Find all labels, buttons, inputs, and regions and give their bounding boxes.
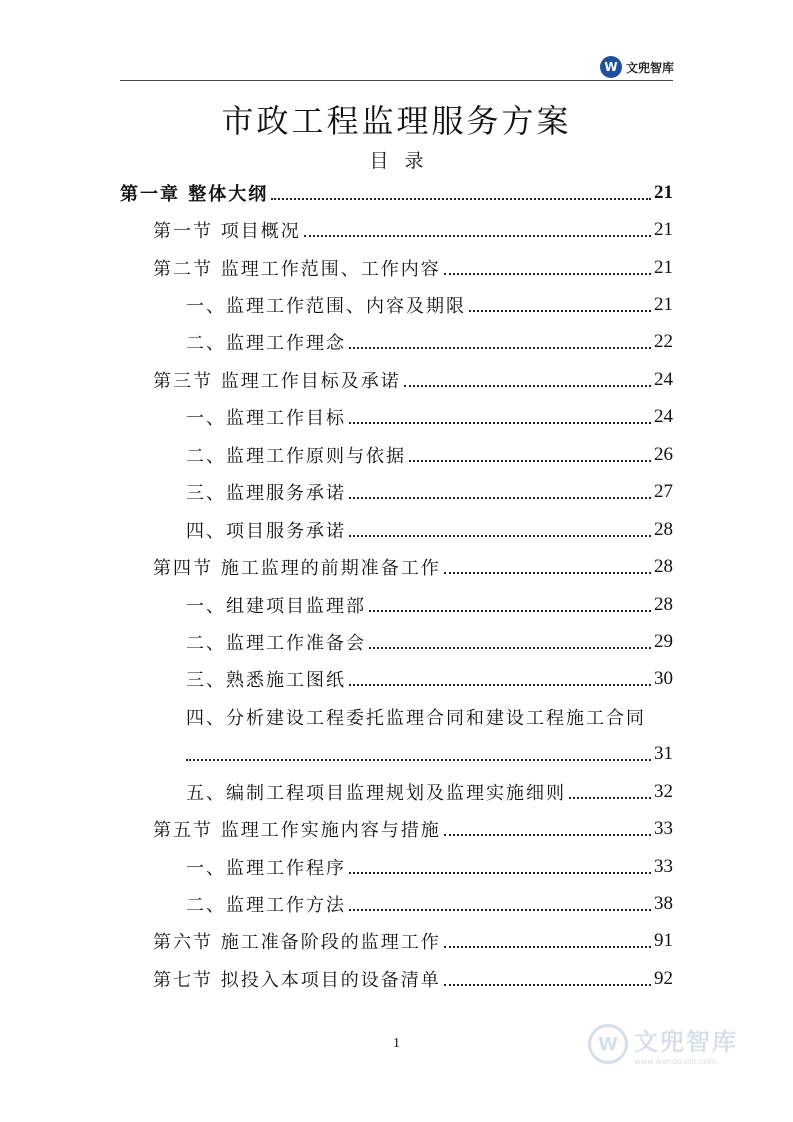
watermark-name: 文兜智库 bbox=[634, 1028, 738, 1056]
toc-entry-label: 一、监理工作目标 bbox=[186, 408, 346, 430]
toc-leader-dots bbox=[444, 834, 651, 836]
toc-entry[interactable] bbox=[120, 698, 673, 735]
toc-entry-page: 26 bbox=[654, 443, 673, 465]
toc-leader-dots bbox=[409, 460, 651, 462]
toc-entry-label: 第六节 施工准备阶段的监理工作 bbox=[153, 932, 441, 954]
toc-leader-dots bbox=[349, 535, 651, 537]
toc-entry-page: 33 bbox=[654, 855, 673, 877]
page-number: 1 bbox=[393, 1036, 400, 1051]
toc-entry-page: 21 bbox=[654, 256, 673, 278]
toc-entry[interactable] bbox=[120, 211, 673, 248]
toc-entry-label: 三、熟悉施工图纸 bbox=[186, 670, 346, 692]
toc-entry-page: 24 bbox=[654, 406, 673, 428]
toc-entry[interactable] bbox=[120, 960, 673, 997]
toc-entry-page: 24 bbox=[654, 368, 673, 390]
toc-leader-dots bbox=[469, 310, 651, 312]
toc-entry[interactable] bbox=[120, 586, 673, 623]
toc-entry-label: 二、监理工作准备会 bbox=[186, 632, 366, 654]
toc-entry-label: 一、监理工作范围、内容及期限 bbox=[186, 296, 466, 318]
toc-leader-dots bbox=[444, 572, 651, 574]
toc-entry-continuation[interactable] bbox=[120, 736, 673, 773]
toc-entry-page: 38 bbox=[654, 893, 673, 915]
toc-entry-page: 32 bbox=[654, 780, 673, 802]
toc-entry[interactable] bbox=[120, 810, 673, 847]
toc-entry-page: 92 bbox=[654, 967, 673, 989]
toc-entry[interactable] bbox=[120, 249, 673, 286]
toc-entry[interactable] bbox=[120, 923, 673, 960]
toc-entry-label: 第三节 监理工作目标及承诺 bbox=[153, 370, 401, 392]
toc-leader-dots bbox=[349, 909, 651, 911]
toc-entry-page: 28 bbox=[654, 518, 673, 540]
watermark bbox=[588, 1022, 738, 1066]
toc-leader-dots bbox=[349, 422, 651, 424]
toc-entry[interactable] bbox=[120, 436, 673, 473]
toc-entry-label: 二、监理工作方法 bbox=[186, 895, 346, 917]
toc-entry-label: 一、组建项目监理部 bbox=[186, 595, 366, 617]
toc-entry-page: 31 bbox=[654, 743, 673, 765]
toc-entry[interactable] bbox=[120, 399, 673, 436]
toc-leader-dots bbox=[369, 610, 651, 612]
header-logo bbox=[600, 56, 674, 78]
toc-leader-dots bbox=[569, 797, 651, 799]
toc-entry-page: 21 bbox=[654, 181, 673, 203]
toc-entry-page: 30 bbox=[654, 668, 673, 690]
toc-entry-page: 22 bbox=[654, 331, 673, 353]
toc-entry[interactable] bbox=[120, 324, 673, 361]
toc-entry-label: 二、监理工作原则与依据 bbox=[186, 445, 406, 467]
toc-leader-dots bbox=[271, 198, 651, 200]
toc-entry[interactable] bbox=[120, 174, 673, 211]
document-title: 市政工程监理服务方案 bbox=[221, 102, 572, 140]
toc-leader-dots bbox=[186, 759, 651, 761]
toc-entry-label: 第五节 监理工作实施内容与措施 bbox=[153, 820, 441, 842]
toc-entry-label: 四、项目服务承诺 bbox=[186, 520, 346, 542]
toc-entry-page: 91 bbox=[654, 930, 673, 952]
toc-entry-label: 第二节 监理工作范围、工作内容 bbox=[153, 258, 441, 280]
toc-leader-dots bbox=[349, 497, 651, 499]
toc-entry-label: 第一章 整体大纲 bbox=[120, 183, 269, 205]
toc-entry-label: 四、分析建设工程委托监理合同和建设工程施工合同 bbox=[186, 707, 646, 729]
toc-entry-label: 第一节 项目概况 bbox=[153, 221, 301, 243]
toc-entry[interactable] bbox=[120, 661, 673, 698]
toc-entry-label: 三、监理服务承诺 bbox=[186, 483, 346, 505]
toc-entry[interactable] bbox=[120, 773, 673, 810]
toc-leader-dots bbox=[349, 684, 651, 686]
watermark-logo-icon: W bbox=[588, 1024, 628, 1064]
toc-entry[interactable] bbox=[120, 511, 673, 548]
toc-entry-label: 第七节 拟投入本项目的设备清单 bbox=[153, 969, 441, 991]
toc-entry[interactable] bbox=[120, 885, 673, 922]
toc-entry-page: 28 bbox=[654, 556, 673, 578]
toc-entry-label: 二、监理工作理念 bbox=[186, 333, 346, 355]
toc-entry-page: 21 bbox=[654, 219, 673, 241]
toc-entry[interactable] bbox=[120, 474, 673, 511]
toc-entry[interactable] bbox=[120, 548, 673, 585]
toc-entry-label: 一、监理工作程序 bbox=[186, 857, 346, 879]
toc-entry-page: 33 bbox=[654, 818, 673, 840]
toc-heading: 目录 bbox=[369, 150, 440, 172]
toc-leader-dots bbox=[404, 385, 651, 387]
toc-entry[interactable] bbox=[120, 286, 673, 323]
toc-entry-page: 29 bbox=[654, 630, 673, 652]
toc-leader-dots bbox=[444, 984, 651, 986]
watermark-url: www.wendoulib.com bbox=[634, 1057, 717, 1066]
toc-entry-page: 28 bbox=[654, 593, 673, 615]
toc-leader-dots bbox=[349, 347, 651, 349]
toc-entry[interactable] bbox=[120, 848, 673, 885]
toc-leader-dots bbox=[304, 235, 651, 237]
header-divider bbox=[120, 80, 673, 81]
toc-leader-dots bbox=[349, 872, 651, 874]
toc-entry-label: 第四节 施工监理的前期准备工作 bbox=[153, 558, 441, 580]
logo-icon: W bbox=[600, 56, 622, 78]
toc-entry[interactable] bbox=[120, 623, 673, 660]
toc-leader-dots bbox=[444, 946, 651, 948]
logo-text: 文兜智库 bbox=[626, 60, 675, 75]
toc-leader-dots bbox=[369, 647, 651, 649]
table-of-contents bbox=[120, 174, 673, 998]
toc-entry-label: 五、编制工程项目监理规划及监理实施细则 bbox=[186, 782, 566, 804]
toc-entry[interactable] bbox=[120, 361, 673, 398]
toc-entry-page: 27 bbox=[654, 481, 673, 503]
toc-leader-dots bbox=[444, 273, 651, 275]
toc-entry-page: 21 bbox=[654, 294, 673, 316]
